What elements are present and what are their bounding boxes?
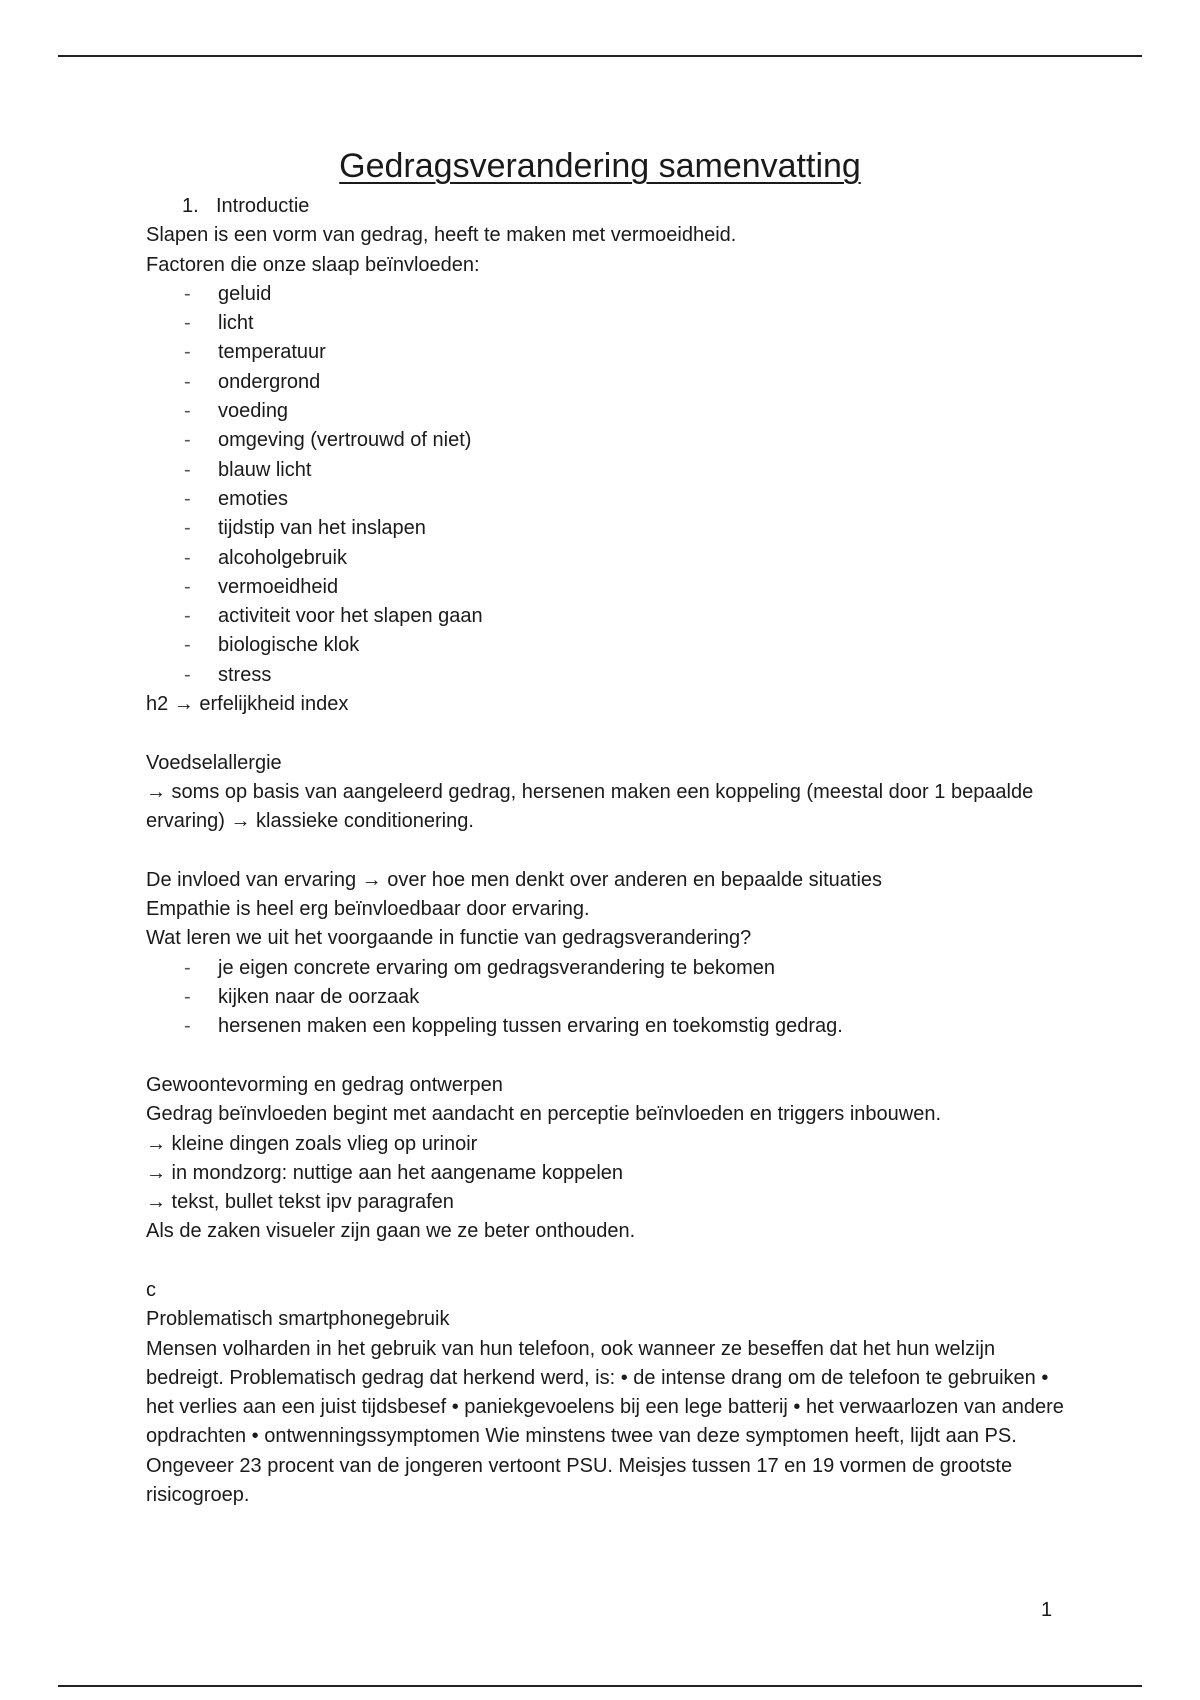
dash-marker: - [184, 282, 191, 305]
dash-marker: - [184, 312, 191, 335]
dash-marker: - [184, 546, 191, 569]
smartphone-heading: Problematisch smartphonegebruik [146, 1308, 450, 1331]
list-item: - omgeving (vertrouwd of niet) [146, 426, 1066, 455]
gewoontevorming-line-4: → tekst, bullet tekst ipv paragrafen [146, 1191, 454, 1214]
list-item: - emoties [146, 485, 1066, 514]
list-item: - tijdstip van het inslapen [146, 514, 1066, 543]
dash-marker: - [184, 370, 191, 393]
list-item: - stress [146, 661, 1066, 690]
intro-line-2: Factoren die onze slaap beïnvloeden: [146, 253, 480, 276]
ervaring-line-3: Wat leren we uit het voorgaande in functie van gedragsverandering? [146, 927, 752, 950]
dash-marker: - [184, 986, 191, 1009]
spacer [146, 719, 1066, 748]
gewoontevorming-line-5: Als de zaken visueler zijn gaan we ze beter onthouden. [146, 1220, 636, 1243]
list-item: - je eigen concrete ervaring om gedragsverandering te bekomen [146, 954, 1066, 983]
gewoontevorming-line-1: Gedrag beïnvloeden begint met aandacht en perceptie beïnvloeden en triggers inbouwen. [146, 1103, 942, 1126]
page-number: 1 [1041, 1599, 1053, 1621]
intro-line-1: Slapen is een vorm van gedrag, heeft te maken met vermoeidheid. [146, 224, 737, 247]
dash-marker: - [184, 458, 191, 481]
list-item: - voeding [146, 397, 1066, 426]
ervaring-line-1: De invloed van ervaring → over hoe men denkt over anderen en bepaalde situaties [146, 868, 883, 891]
spacer [146, 1247, 1066, 1276]
dash-marker: - [184, 634, 191, 657]
list-item: - alcoholgebruik [146, 544, 1066, 573]
list-item: - hersenen maken een koppeling tussen ervaring en toekomstig gedrag. [146, 1012, 1066, 1041]
list-item: - licht [146, 309, 1066, 338]
dash-marker: - [184, 1015, 191, 1038]
list-item: - biologische klok [146, 631, 1066, 660]
section-title: Introductie [216, 195, 310, 217]
bottom-rule [58, 1685, 1142, 1687]
dash-marker: - [184, 605, 191, 628]
dash-marker: - [184, 575, 191, 598]
list-item: - blauw licht [146, 456, 1066, 485]
section-number: 1. [182, 195, 199, 217]
dash-marker: - [184, 956, 191, 979]
gewoontevorming-heading: Gewoontevorming en gedrag ontwerpen [146, 1073, 503, 1096]
spacer [146, 837, 1066, 866]
dash-marker: - [184, 517, 191, 540]
dash-marker: - [184, 341, 191, 364]
list-item: - kijken naar de oorzaak [146, 983, 1066, 1012]
dash-marker: - [184, 400, 191, 423]
smartphone-text: Mensen volharden in het gebruik van hun telefoon, ook wanneer ze beseffen dat het hun welzijn bedreigt. Problematisch gedrag dat herkend werd, is: • de intense drang om de telefoon te gebruiken • het verlies aan een juist tijdsbesef • paniekgevoelens bij een lege batterij • het verwaarlozen van andere opdrachten • ontwenningssymptomen Wie minstens twee van deze symptomen heeft, lijdt aan PS. Ongeveer 23 procent van de jongeren vertoont PSU. Meisjes tussen 17 en 19 vormen de grootste risicogroep. [146, 1337, 1064, 1507]
dash-marker: - [184, 487, 191, 510]
document-body [146, 192, 1066, 1510]
section-heading-introductie [146, 192, 1066, 221]
gewoontevorming-line-2: → kleine dingen zoals vlieg op urinoir [146, 1132, 478, 1155]
list-item: - ondergrond [146, 368, 1066, 397]
list-item: - geluid [146, 280, 1066, 309]
top-rule [58, 55, 1142, 57]
voedselallergie-text: → soms op basis van aangeleerd gedrag, hersenen maken een koppeling (meestal door 1 bepaalde ervaring) → klassieke conditionering. [146, 780, 1034, 833]
page-title: Gedragsverandering samenvatting [339, 147, 861, 185]
dash-marker: - [184, 429, 191, 452]
gewoontevorming-line-3: → in mondzorg: nuttige aan het aangename koppelen [146, 1161, 624, 1184]
dash-marker: - [184, 663, 191, 686]
list-item: - vermoeidheid [146, 573, 1066, 602]
spacer [146, 1042, 1066, 1071]
ervaring-list [146, 954, 1066, 1042]
sleep-factors-list [146, 280, 1066, 690]
smartphone-marker: c [146, 1278, 156, 1301]
list-item: - activiteit voor het slapen gaan [146, 602, 1066, 631]
voedselallergie-heading: Voedselallergie [146, 751, 282, 774]
ervaring-line-2: Empathie is heel erg beïnvloedbaar door ervaring. [146, 898, 590, 921]
list-item: - temperatuur [146, 338, 1066, 367]
h2-line: h2 → erfelijkheid index [146, 693, 349, 716]
